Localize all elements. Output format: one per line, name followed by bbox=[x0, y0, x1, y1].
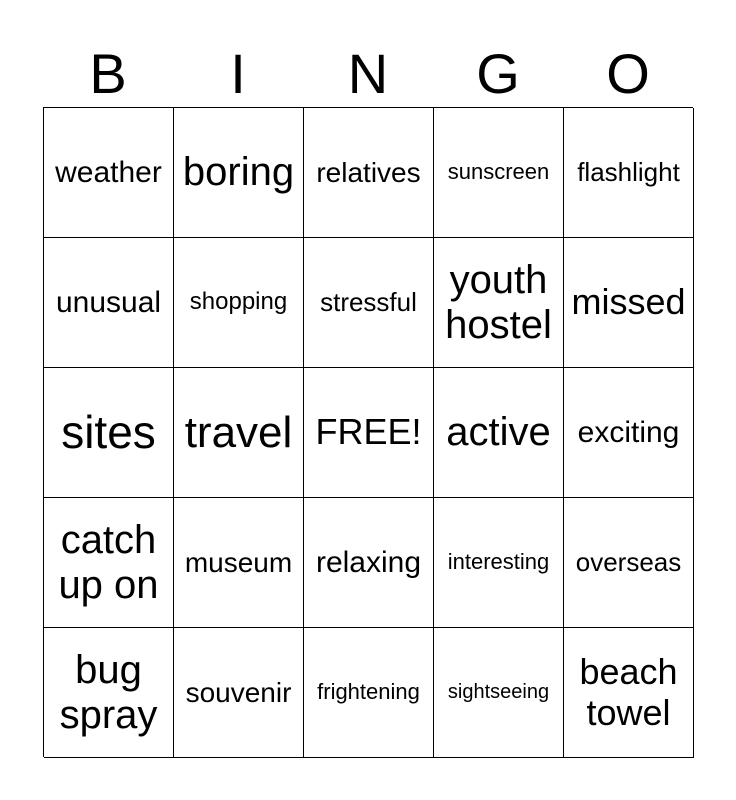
bingo-cell[interactable] bbox=[564, 628, 694, 758]
bingo-cell[interactable] bbox=[564, 238, 694, 368]
bingo-cell[interactable] bbox=[174, 628, 304, 758]
cell-text: unusual bbox=[55, 285, 162, 319]
bingo-board bbox=[43, 107, 693, 757]
bingo-cell[interactable] bbox=[44, 238, 174, 368]
bingo-cell[interactable] bbox=[304, 238, 434, 368]
cell-text: exciting bbox=[577, 415, 680, 449]
cell-text: bug spray bbox=[59, 647, 158, 737]
bingo-cell[interactable] bbox=[174, 238, 304, 368]
free-space-text: FREE! bbox=[315, 411, 422, 453]
cell-text: shopping bbox=[189, 288, 288, 316]
bingo-cell[interactable] bbox=[304, 108, 434, 238]
cell-text: museum bbox=[184, 546, 293, 578]
bingo-cell[interactable] bbox=[564, 498, 694, 628]
cell-text: frightening bbox=[317, 679, 420, 705]
bingo-cell[interactable] bbox=[434, 628, 564, 758]
cell-text: travel bbox=[184, 407, 293, 457]
cell-text: catch up on bbox=[58, 517, 159, 607]
cell-text: relaxing bbox=[315, 545, 422, 579]
cell-text: stressful bbox=[320, 286, 417, 317]
header-letter-o: O bbox=[606, 42, 650, 105]
bingo-header bbox=[43, 40, 693, 108]
bingo-cell[interactable] bbox=[44, 498, 174, 628]
cell-text: boring bbox=[182, 150, 295, 195]
cell-text: missed bbox=[571, 281, 686, 323]
cell-text: active bbox=[446, 410, 551, 455]
bingo-cell[interactable] bbox=[44, 368, 174, 498]
bingo-cell[interactable] bbox=[434, 108, 564, 238]
bingo-cell[interactable] bbox=[564, 368, 694, 498]
bingo-cell[interactable] bbox=[174, 498, 304, 628]
bingo-cell[interactable] bbox=[174, 108, 304, 238]
bingo-cell[interactable] bbox=[564, 108, 694, 238]
header-letter-g: G bbox=[476, 42, 520, 105]
bingo-cell[interactable] bbox=[304, 498, 434, 628]
bingo-cell[interactable] bbox=[44, 108, 174, 238]
free-space-cell[interactable] bbox=[304, 368, 434, 498]
cell-text: sites bbox=[61, 405, 156, 458]
cell-text: weather bbox=[55, 155, 162, 189]
cell-text: souvenir bbox=[185, 676, 292, 708]
cell-text: youth hostel bbox=[445, 257, 552, 347]
cell-text: relatives bbox=[316, 156, 421, 188]
bingo-cell[interactable] bbox=[174, 368, 304, 498]
cell-text: flashlight bbox=[577, 156, 680, 187]
header-letter-n: N bbox=[347, 42, 389, 105]
bingo-cell[interactable] bbox=[304, 628, 434, 758]
cell-text: overseas bbox=[575, 546, 682, 577]
bingo-cell[interactable] bbox=[434, 498, 564, 628]
header-letter-b: B bbox=[89, 42, 127, 105]
bingo-cell[interactable] bbox=[434, 238, 564, 368]
bingo-cell[interactable] bbox=[434, 368, 564, 498]
cell-text: interesting bbox=[447, 549, 550, 575]
cell-text: beach towel bbox=[579, 651, 678, 733]
cell-text: sightseeing bbox=[447, 681, 550, 704]
header-letter-i: I bbox=[230, 42, 246, 105]
cell-text: sunscreen bbox=[447, 159, 550, 185]
bingo-cell[interactable] bbox=[44, 628, 174, 758]
